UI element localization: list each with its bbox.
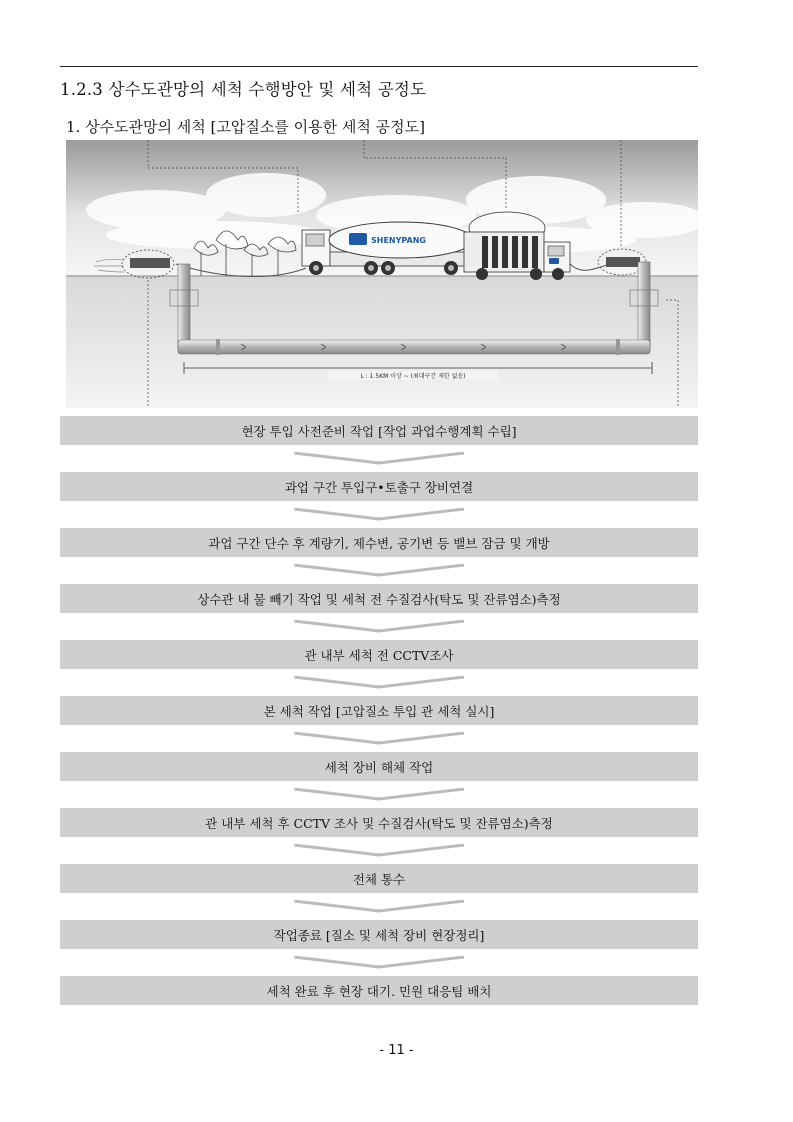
process-step: 과업 구간 단수 후 계량기, 제수변, 공기변 등 밸브 잠금 및 개방 (60, 528, 698, 557)
flow-arrow-icon (60, 837, 698, 864)
process-step: 세척 완료 후 현장 대기. 민원 대응팀 배치 (60, 976, 698, 1005)
pipe-cleaning-diagram (66, 140, 698, 408)
process-flow (60, 416, 698, 1005)
process-step: 관 내부 세척 전 CCTV조사 (60, 640, 698, 669)
length-label: L : 1.5KM 이상 ~ (최대구간 제한 없음) (360, 373, 466, 380)
process-step: 현장 투입 사전준비 작업 [작업 과업수행계획 수립] (60, 416, 698, 445)
top-rule (60, 66, 698, 67)
flow-arrow-icon (60, 445, 698, 472)
process-step: 과업 구간 투입구•토출구 장비연결 (60, 472, 698, 501)
process-step: 본 세척 작업 [고압질소 투입 관 세척 실시] (60, 696, 698, 725)
flow-arrow-icon (60, 949, 698, 976)
process-step: 세척 장비 해체 작업 (60, 752, 698, 781)
flow-arrow-icon (60, 893, 698, 920)
svg-text:SHENYPANG: SHENYPANG (371, 236, 426, 245)
page-number: - 11 - (379, 1043, 414, 1058)
process-step: 상수관 내 물 빼기 작업 및 세척 전 수질검사(탁도 및 잔류염소)측정 (60, 584, 698, 613)
sub-title: 1. 상수도관망의 세척 [고압질소를 이용한 세척 공정도] (66, 118, 425, 136)
process-step: 작업종료 [질소 및 세척 장비 현장정리] (60, 920, 698, 949)
process-step: 관 내부 세척 후 CCTV 조사 및 수질검사(탁도 및 잔류염소)측정 (60, 808, 698, 837)
flow-arrow-icon (60, 669, 698, 696)
flow-arrow-icon (60, 557, 698, 584)
flow-arrow-icon (60, 613, 698, 640)
section-title: 1.2.3 상수도관망의 세척 수행방안 및 세척 공정도 (60, 80, 427, 99)
flow-arrow-icon (60, 725, 698, 752)
flow-arrow-icon (60, 501, 698, 528)
process-step: 전체 통수 (60, 864, 698, 893)
flow-arrow-icon (60, 781, 698, 808)
